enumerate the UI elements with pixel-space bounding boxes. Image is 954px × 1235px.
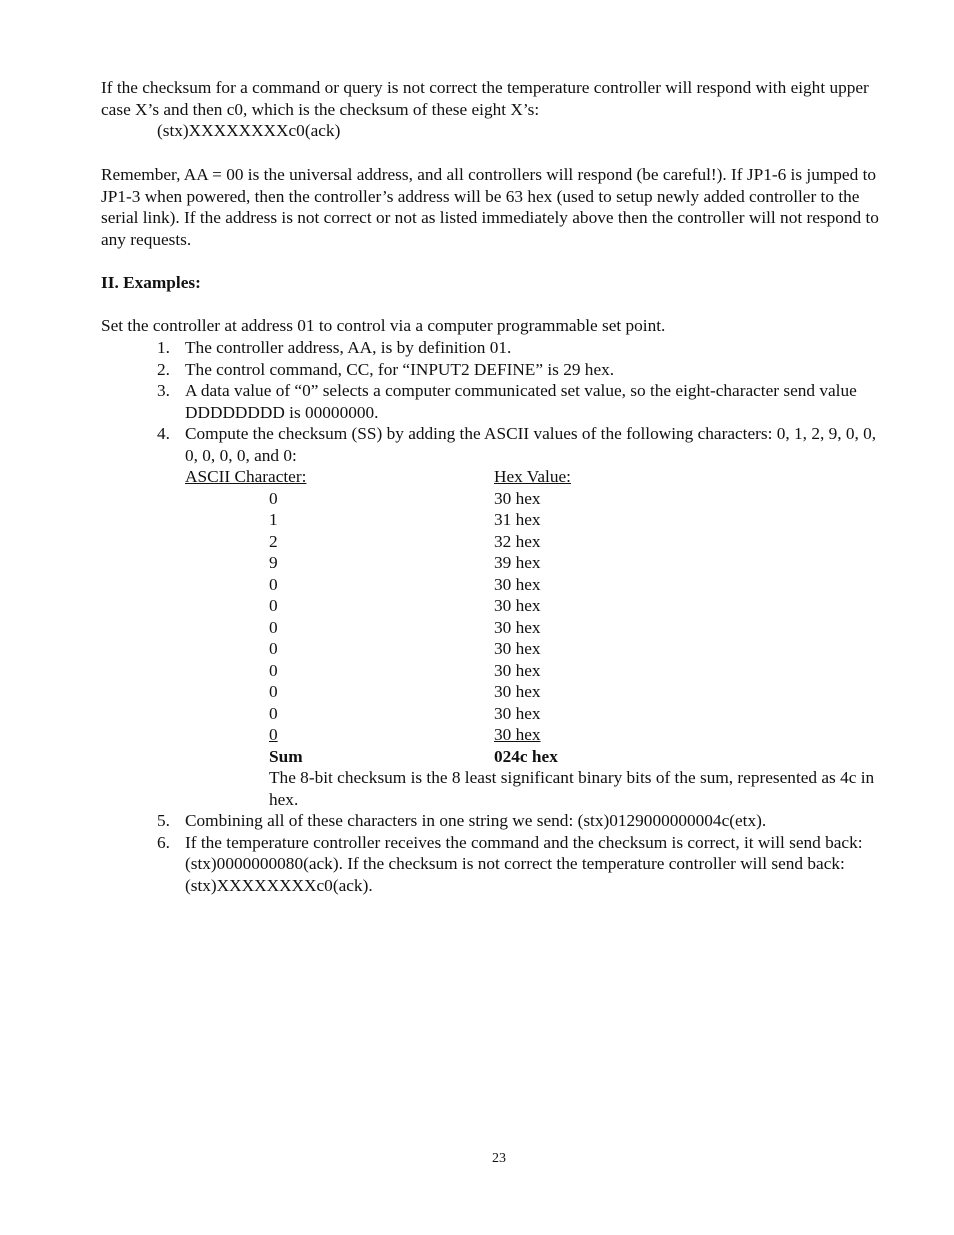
step-text: Combining all of these characters in one string we send: (stx)0129000000004c(etx). <box>185 811 767 830</box>
hex-value: 31 hex <box>494 510 541 529</box>
checksum-error-code: (stx)XXXXXXXXc0(ack) <box>157 121 341 140</box>
step-number: 5. <box>157 811 170 830</box>
ascii-character-header: ASCII Character: <box>185 467 307 486</box>
universal-address-paragraph: Remember, AA = 00 is the universal address, and all controllers will respond (be careful!). If JP1-6 is jumped to JP1-3 when powered, then the controller’s address will be 63 hex (used to setup newly added controller to the serial link). If the address is not correct or not as listed immediately above then the controller will not respond to any requests. <box>101 165 879 249</box>
table-row <box>185 531 891 553</box>
step-number: 4. <box>157 424 170 443</box>
table-row <box>185 703 891 725</box>
sum-label: Sum <box>269 746 303 766</box>
checksum-table-header <box>185 466 891 488</box>
step-number: 1. <box>157 338 170 357</box>
step-item <box>101 359 891 381</box>
table-row <box>185 488 891 510</box>
step-number: 6. <box>157 832 170 852</box>
checksum-note: The 8-bit checksum is the 8 least significant binary bits of the sum, represented as 4c in hex. <box>269 768 875 809</box>
step-number: 3. <box>157 381 170 400</box>
examples-intro: Set the controller at address 01 to control via a computer programmable set point. <box>101 316 666 335</box>
section-heading: II. Examples: <box>101 273 201 292</box>
step-text: Compute the checksum (SS) by adding the ASCII values of the following characters: 0, 1, 2, 9, 0, 0, 0, 0, 0, 0, and 0: <box>185 424 877 465</box>
table-row <box>185 574 891 596</box>
hex-value: 30 hex <box>494 596 541 615</box>
checksum-error-paragraph: If the checksum for a command or query is not correct the temperature controller will respond with eight upper case X’s and then c0, which is the checksum of these eight X’s: <box>101 78 869 119</box>
table-row <box>185 552 891 574</box>
table-row <box>185 724 891 746</box>
hex-value: 30 hex <box>494 682 541 701</box>
hex-value: 32 hex <box>494 531 541 551</box>
step-text: The controller address, AA, is by definition 01. <box>185 338 512 357</box>
ascii-character: 0 <box>269 682 278 701</box>
hex-value: 30 hex <box>494 660 541 680</box>
hex-value: 30 hex <box>494 617 541 637</box>
ascii-character: 0 <box>269 703 278 723</box>
table-row <box>185 681 891 703</box>
step-item <box>101 832 891 897</box>
table-row <box>185 509 891 531</box>
sum-value: 024c hex <box>494 746 558 766</box>
step-number: 2. <box>157 359 170 379</box>
ascii-character: 0 <box>269 488 278 508</box>
ascii-character: 1 <box>269 510 278 529</box>
checksum-sum-row <box>185 746 891 768</box>
hex-value: 39 hex <box>494 553 541 572</box>
step-item <box>101 423 891 810</box>
ascii-character: 0 <box>269 574 278 594</box>
step-text: A data value of “0” selects a computer communicated set value, so the eight-character send value DDDDDDDD is 00000000. <box>185 381 857 422</box>
ascii-character: 0 <box>269 639 278 658</box>
hex-value: 30 hex <box>494 574 541 594</box>
hex-value: 30 hex <box>494 488 541 508</box>
ascii-character: 2 <box>269 531 278 551</box>
table-row <box>185 638 891 660</box>
hex-value-header: Hex Value: <box>494 467 571 486</box>
ascii-character: 9 <box>269 553 278 572</box>
page-number: 23 <box>492 1151 506 1166</box>
hex-value: 30 hex <box>494 639 541 658</box>
ascii-character: 0 <box>269 725 278 744</box>
step-item <box>101 337 891 359</box>
ascii-character: 0 <box>269 596 278 615</box>
checksum-table <box>185 466 891 767</box>
example-steps-list <box>101 337 891 896</box>
table-row <box>185 660 891 682</box>
hex-value: 30 hex <box>494 725 541 744</box>
ascii-character: 0 <box>269 617 278 637</box>
ascii-character: 0 <box>269 660 278 680</box>
step-text: If the temperature controller receives the command and the checksum is correct, it will send back: (stx)0000000080(ack). If the checksum is not correct the temperature controller will send back: (stx)XXXXXXXXc0(ack). <box>185 832 863 895</box>
step-item <box>101 810 891 832</box>
step-item <box>101 380 891 423</box>
table-row <box>185 617 891 639</box>
table-row <box>185 595 891 617</box>
step-text: The control command, CC, for “INPUT2 DEFINE” is 29 hex. <box>185 359 615 379</box>
hex-value: 30 hex <box>494 703 541 723</box>
